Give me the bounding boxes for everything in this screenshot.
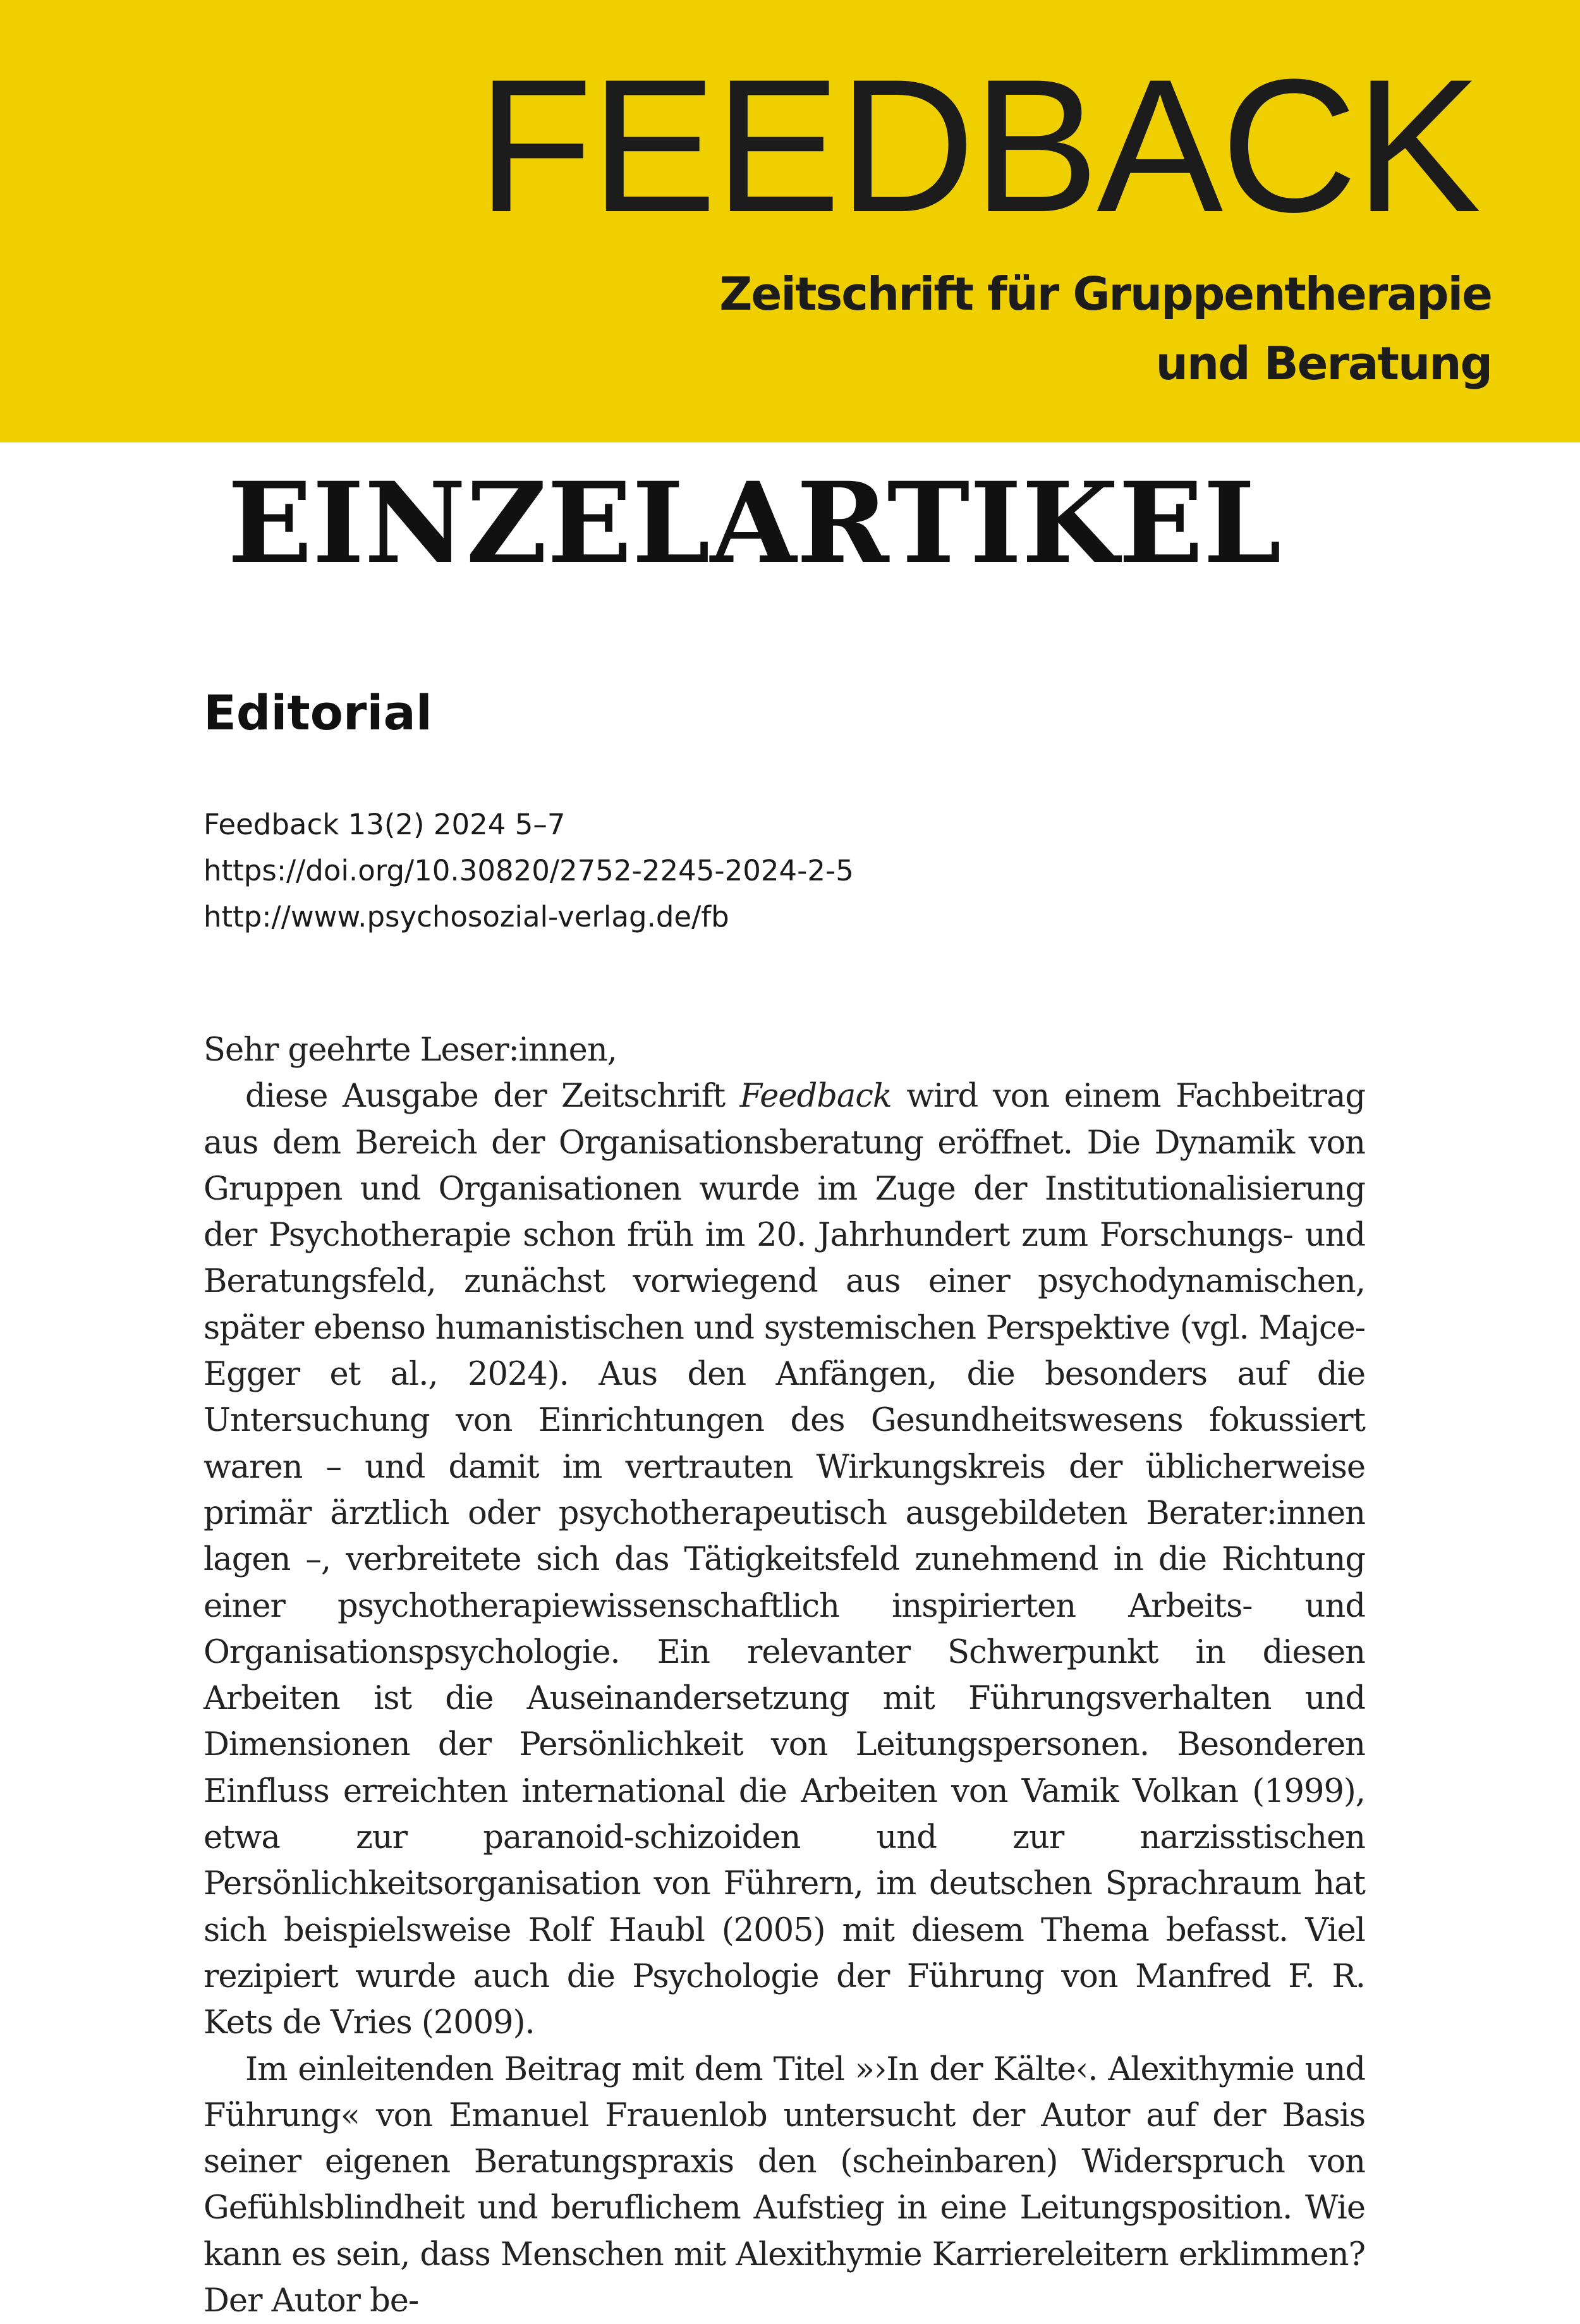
journal-subtitle-line-1: Zeitschrift für Gruppentherapie bbox=[719, 267, 1492, 320]
article-metadata bbox=[204, 801, 854, 940]
paragraph-1-text-rest: wird von einem Fachbeitrag aus dem Bereich der Organisationsberatung eröffnet. Die Dynamik von Gruppen und Organisationen wurde im Zuge der Institutionalisierung der Psychotherapie schon früh im 20. Jahrhundert zum Forschungs- und Beratungsfeld, zunächst vorwiegend aus einer psychodynamischen, später ebenso humanistischen und systemischen Perspektive (vgl. Majce-Egger et al., 2024). Aus den Anfängen, die besonders auf die Untersuchung von Einrichtungen des Gesundheitswesens fokussiert waren – und damit im vertrauten Wirkungskreis der üblicherweise primär ärztlich oder psychotherapeutisch ausgebildeten Berater:innen lagen –, verbreitete sich das Tätigkeitsfeld zunehmend in die Richtung einer psychotherapiewissenschaftlich inspirierten Arbeits- und Organisationspsychologie. Ein relevanter Schwerpunkt in diesen Arbeiten ist die Auseinandersetzung mit Führungsverhalten und Dimensionen der Persönlichkeit von Leitungspersonen. Besonderen Einfluss erreichten international die Arbeiten von Vamik Volkan (1999), etwa zur paranoid-schizoiden und zur narzisstischen Persönlichkeitsorganisation von Führern, im deutschen Sprachraum hat sich beispielsweise Rolf Haubl (2005) mit diesem Thema befasst. Viel rezipiert wurde auch die Psychologie der Führung von Manfred F. R. Kets de Vries (2009). bbox=[204, 1078, 1365, 2042]
journal-subtitle-line-2: und Beratung bbox=[1155, 337, 1492, 390]
journal-subtitle bbox=[719, 259, 1492, 398]
journal-header-banner bbox=[0, 0, 1580, 442]
article-title: Editorial bbox=[204, 684, 432, 741]
paragraph-1-text-start: diese Ausgabe der Zeitschrift bbox=[245, 1078, 740, 1116]
journal-name-italic: Feedback bbox=[739, 1078, 892, 1116]
journal-url: http://www.psychosozial-verlag.de/fb bbox=[204, 900, 729, 934]
article-type-heading: EINZELARTIKEL bbox=[228, 458, 1282, 588]
article-citation: Feedback 13(2) 2024 5–7 bbox=[204, 808, 566, 841]
salutation: Sehr geehrte Leser:innen, bbox=[204, 1031, 617, 1069]
body-paragraph-2: Im einleitenden Beitrag mit dem Titel »›In der Kälte‹. Alexithymie und Führung« von Emanuel Frauenlob untersucht der Autor auf der Basis seiner eigenen Beratungspraxis den (scheinbaren) Widerspruch von Gefühlsblindheit und beruflichem Aufstieg in eine Leitungsposition. Wie kann es sein, dass Menschen mit Alexithymie Karriereleitern erklimmen? Der Autor be- bbox=[204, 2050, 1365, 2320]
body-paragraph-1 bbox=[204, 1073, 1365, 2046]
journal-brand-title: FEEDBACK bbox=[477, 39, 1479, 252]
article-body bbox=[204, 1027, 1365, 2324]
article-doi: https://doi.org/10.30820/2752-2245-2024-2-5 bbox=[204, 854, 854, 887]
